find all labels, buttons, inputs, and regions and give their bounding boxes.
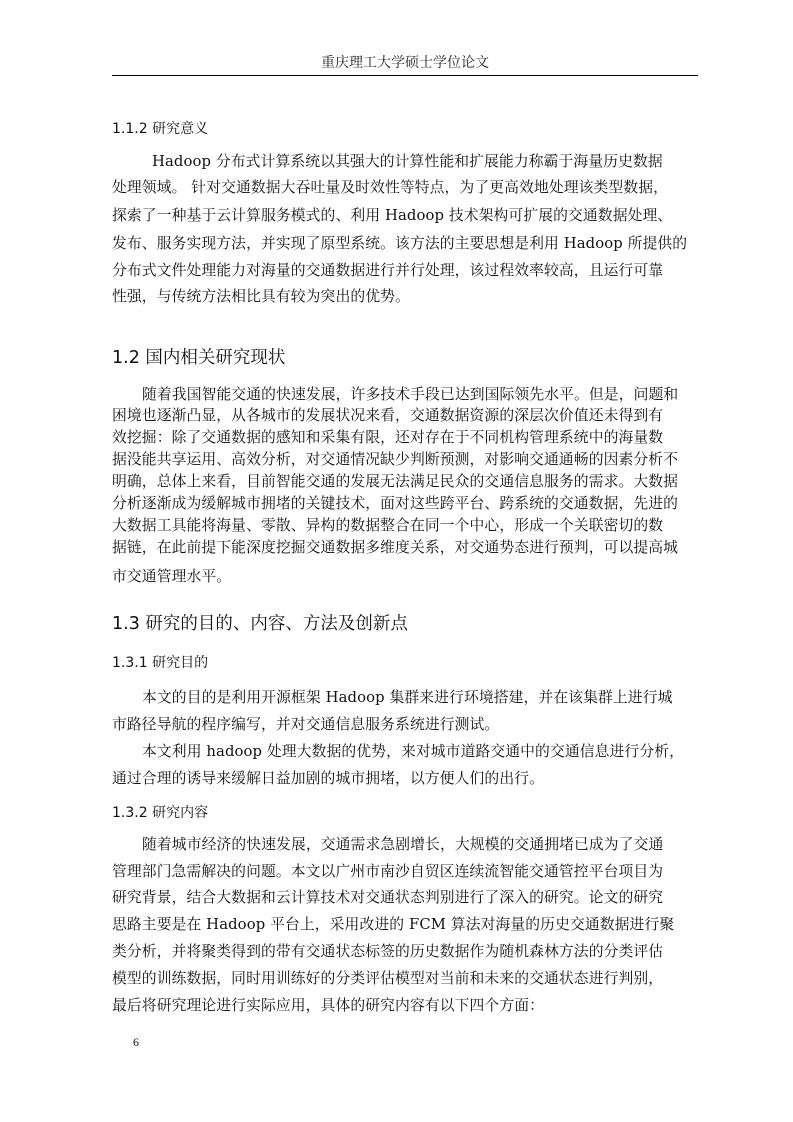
- section-heading-1-3-1: 1.3.1 研究目的: [112, 655, 209, 671]
- text-line: 本文利用 hadoop 处理大数据的优势，来对城市道路交通中的交通信息进行分析，: [142, 743, 685, 760]
- running-header: 重庆理工大学硕士学位论文: [321, 55, 489, 71]
- text-line: 管理部门急需解决的问题。本文以广州市南沙自贸区连续流智能交通管控平台项目为: [112, 863, 664, 880]
- text-line: 效挖掘：除了交通数据的感知和采集有限，还对存在于不同机构管理系统中的海量数: [112, 429, 664, 446]
- text-line: 明确，总体上来看，目前智能交通的发展无法满足民众的交通信息服务的需求。大数据: [112, 473, 679, 490]
- page-number: 6: [133, 1035, 139, 1049]
- text-line: 模型的训练数据，同时用训练好的分类评估模型对当前和未来的交通状态进行判别，: [112, 970, 664, 987]
- text-line: 市路径导航的程序编写，并对交通信息服务系统进行测试。: [112, 716, 500, 733]
- text-line: 性强，与传统方法相比具有较为突出的优势。: [112, 288, 410, 305]
- text-line: 分析逐渐成为缓解城市拥堵的关键技术，面对这些跨平台、跨系统的交通数据，先进的: [112, 495, 679, 512]
- text-line: 困境也逐渐凸显，从各城市的发展状况来看，交通数据资源的深层次价值还未得到有: [112, 407, 664, 424]
- text-line: 发布、服务实现方法，并实现了原型系统。该方法的主要思想是利用 Hadoop 所提供的: [112, 235, 688, 252]
- text-line: 分布式文件处理能力对海量的交通数据进行并行处理，该过程效率较高，且运行可靠: [112, 262, 664, 279]
- text-line: 处理领域。 针对交通数据大吞吐量及时效性等特点，为了更高效地处理该类型数据，: [112, 179, 668, 196]
- section-heading-1-1-2: 1.1.2 研究意义: [112, 121, 209, 137]
- text-line: 思路主要是在 Hadoop 平台上，采用改进的 FCM 算法对海量的历史交通数据进行聚: [112, 916, 675, 933]
- section-heading-1-2: 1.2 国内相关研究现状: [112, 348, 286, 368]
- header-rule: [112, 75, 698, 76]
- text-line: Hadoop 分布式计算系统以其强大的计算性能和扩展能力称霸于海量历史数据: [152, 153, 663, 170]
- text-line: 研究背景，结合大数据和云计算技术对交通状态判别进行了深入的研究。论文的研究: [112, 889, 664, 906]
- text-line: 大数据工具能将海量、零散、异构的数据整合在同一个中心，形成一个关联密切的数: [112, 517, 664, 534]
- text-line: 据没能共享运用、高效分析，对交通情况缺少判断预测，对影响交通通畅的因素分析不: [112, 451, 679, 468]
- text-line: 最后将研究理论进行实际应用，具体的研究内容有以下四个方面：: [112, 997, 545, 1014]
- text-line: 通过合理的诱导来缓解日益加剧的城市拥堵，以方便人们的出行。: [112, 770, 545, 787]
- text-line: 据链，在此前提下能深度挖掘交通数据多维度关系，对交通势态进行预判，可以提高城: [112, 539, 679, 556]
- section-heading-1-3-2: 1.3.2 研究内容: [112, 805, 209, 821]
- text-line: 随着城市经济的快速发展，交通需求急剧增长，大规模的交通拥堵已成为了交通: [142, 836, 664, 853]
- text-line: 类分析，并将聚类得到的带有交通状态标签的历史数据作为随机森林方法的分类评估: [112, 943, 664, 960]
- text-line: 探索了一种基于云计算服务模式的、利用 Hadoop 技术架构可扩展的交通数据处理、: [112, 207, 673, 224]
- section-heading-1-3: 1.3 研究的目的、内容、方法及创新点: [112, 614, 408, 634]
- text-line: 随着我国智能交通的快速发展，许多技术手段已达到国际领先水平。但是，问题和: [142, 386, 679, 403]
- text-line: 本文的目的是利用开源框架 Hadoop 集群来进行环境搭建，并在该集群上进行城: [142, 689, 673, 706]
- text-line: 市交通管理水平。: [112, 568, 232, 585]
